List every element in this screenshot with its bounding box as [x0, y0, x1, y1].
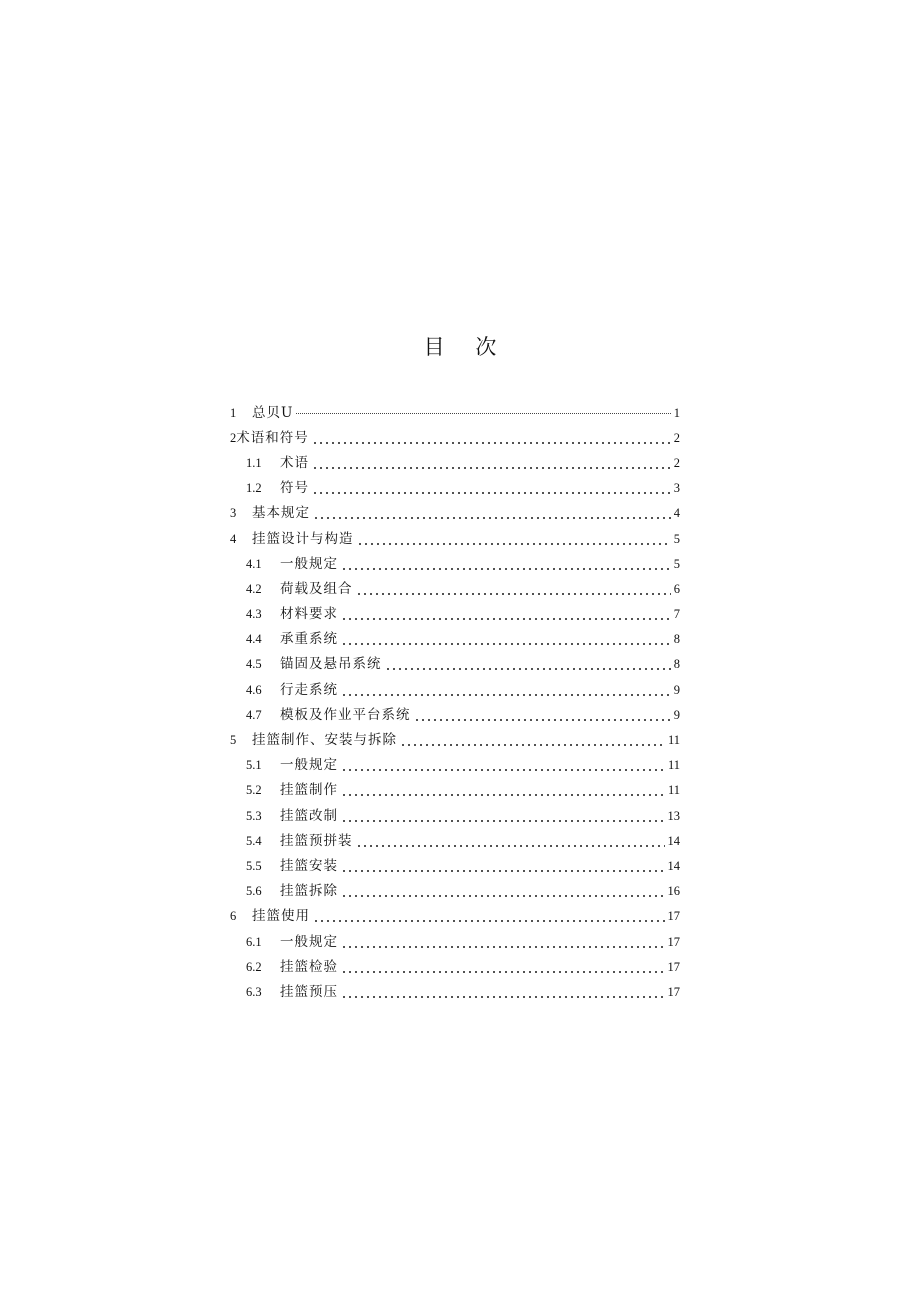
toc-entry[interactable] — [230, 727, 680, 752]
toc-entry-number: 1.2 — [246, 481, 262, 496]
toc-entry[interactable] — [230, 602, 680, 627]
toc-entry[interactable] — [230, 853, 680, 878]
toc-dot-leader — [400, 732, 665, 748]
toc-dot-leader — [296, 402, 670, 414]
toc-entry-page-number: 17 — [667, 909, 680, 924]
toc-entry-title: 承重系统 — [280, 631, 338, 648]
toc-entry-number: 5.1 — [246, 758, 262, 773]
toc-entry-number: 5.3 — [246, 808, 262, 823]
toc-entry-page-number: 13 — [667, 808, 680, 823]
toc-dot-leader — [356, 833, 665, 849]
toc-entry-number: 4.3 — [246, 607, 262, 622]
toc-dot-leader — [341, 556, 671, 572]
toc-entry-title: 基本规定 — [252, 505, 310, 522]
toc-entry[interactable] — [230, 929, 680, 954]
toc-dot-leader — [341, 757, 665, 773]
toc-entry-page-number: 6 — [673, 581, 680, 596]
toc-entry-number: 4.4 — [246, 632, 262, 647]
toc-entry-page-number: 17 — [667, 934, 680, 949]
toc-entry-number: 4.5 — [246, 657, 262, 672]
toc-entry-title: 行走系统 — [280, 681, 338, 698]
toc-entry-page-number: 11 — [667, 758, 680, 773]
toc-entry-number: 5.5 — [246, 858, 262, 873]
toc-entry-page-number: 5 — [673, 531, 680, 546]
toc-entry-page-number: 2 — [673, 455, 680, 470]
toc-entry[interactable] — [230, 753, 680, 778]
toc-entry[interactable] — [230, 476, 680, 501]
toc-entry-page-number: 11 — [667, 733, 680, 748]
toc-dot-leader — [312, 430, 671, 446]
toc-entry[interactable] — [230, 979, 680, 1004]
toc-entry-title: 模板及作业平台系统 — [280, 706, 411, 723]
toc-entry-title: 一般规定 — [280, 555, 338, 572]
toc-entry-number: 6.1 — [246, 934, 262, 949]
toc-entry-title: 术语和符号 — [236, 429, 309, 446]
toc-entry-title: 挂篮拆除 — [280, 883, 338, 900]
toc-dot-leader — [414, 707, 671, 723]
toc-dot-leader — [341, 606, 671, 622]
toc-entry-title: 荷载及组合 — [280, 580, 353, 597]
toc-dot-leader — [356, 581, 671, 597]
toc-entry-title: 挂篮预拼装 — [280, 832, 353, 849]
toc-entry-number: 4.1 — [246, 556, 262, 571]
toc-entry-title: 挂篮制作 — [280, 782, 338, 799]
toc-entry[interactable] — [230, 576, 680, 601]
toc-dot-leader — [312, 480, 671, 496]
toc-entry-title: 符号 — [280, 480, 309, 497]
toc-entry-page-number: 17 — [667, 984, 680, 999]
toc-entry-title: 一般规定 — [280, 757, 338, 774]
toc-dot-leader — [385, 656, 671, 672]
toc-entry-title: 挂篮改制 — [280, 807, 338, 824]
toc-entry-page-number: 7 — [673, 607, 680, 622]
toc-dot-leader — [313, 505, 671, 521]
toc-dot-leader — [313, 908, 665, 924]
toc-entry[interactable] — [230, 803, 680, 828]
toc-entry-number: 4.6 — [246, 682, 262, 697]
toc-entry-page-number: 1 — [673, 405, 680, 420]
toc-entry-page-number: 17 — [667, 959, 680, 974]
toc-entry-page-number: 2 — [673, 430, 680, 445]
toc-entry[interactable] — [230, 501, 680, 526]
toc-entry-number: 6 — [230, 909, 237, 924]
toc-entry[interactable] — [230, 677, 680, 702]
toc-entry-number: 3 — [230, 506, 237, 521]
toc-entry[interactable] — [230, 425, 680, 450]
toc-dot-leader — [341, 631, 671, 647]
toc-entry-number: 4.2 — [246, 581, 262, 596]
toc-entry[interactable] — [230, 551, 680, 576]
toc-entry-page-number: 8 — [673, 657, 680, 672]
toc-entry-page-number: 9 — [673, 682, 680, 697]
toc-entry-page-number: 4 — [673, 506, 680, 521]
toc-dot-leader — [312, 455, 671, 471]
toc-entry-page-number: 8 — [673, 632, 680, 647]
toc-entry[interactable] — [230, 879, 680, 904]
toc-entry[interactable] — [230, 652, 680, 677]
toc-entry[interactable] — [230, 400, 680, 425]
toc-entry[interactable] — [230, 778, 680, 803]
toc-entry-number: 2 — [230, 430, 237, 445]
toc-entry-number: 5 — [230, 733, 237, 748]
toc-entry-page-number: 16 — [667, 884, 680, 899]
toc-entry-number: 1 — [230, 405, 237, 420]
toc-entry-page-number: 14 — [667, 833, 680, 848]
toc-entry-number: 5.6 — [246, 884, 262, 899]
toc-entry-number: 6.2 — [246, 959, 262, 974]
toc-entry[interactable] — [230, 526, 680, 551]
toc-entry-number: 1.1 — [246, 455, 262, 470]
toc-entry-title: 总贝U — [252, 404, 294, 421]
toc-entry[interactable] — [230, 627, 680, 652]
toc-dot-leader — [341, 808, 665, 824]
toc-dot-leader — [357, 531, 671, 547]
toc-entry-page-number: 9 — [673, 707, 680, 722]
toc-entry-page-number: 3 — [673, 481, 680, 496]
toc-dot-leader — [341, 682, 671, 698]
toc-entry-title: 挂篮预压 — [280, 983, 338, 1000]
toc-dot-leader — [341, 782, 665, 798]
toc-entry-page-number: 14 — [667, 858, 680, 873]
toc-entry-title: 一般规定 — [280, 933, 338, 950]
toc-dot-leader — [341, 883, 665, 899]
toc-entry[interactable] — [230, 954, 680, 979]
toc-entry[interactable] — [230, 904, 680, 929]
page-title: 目 次 — [423, 335, 509, 359]
toc-entry-page-number: 11 — [667, 783, 680, 798]
toc-entry-number: 4 — [230, 531, 237, 546]
toc-dot-leader — [341, 934, 665, 950]
toc-entry-page-number: 5 — [673, 556, 680, 571]
toc-entry-title: 挂篮制作、安装与拆除 — [252, 732, 397, 749]
toc-entry[interactable] — [230, 828, 680, 853]
toc-entry-number: 4.7 — [246, 707, 262, 722]
toc-dot-leader — [341, 858, 665, 874]
toc-entry-number: 5.4 — [246, 833, 262, 848]
toc-entry-number: 6.3 — [246, 984, 262, 999]
toc-entry-title: 锚固及悬吊系统 — [280, 656, 382, 673]
toc-entry-title: 材料要求 — [280, 606, 338, 623]
toc-entry-title: 挂篮设计与构造 — [252, 530, 354, 547]
toc-entry-title: 挂篮安装 — [280, 857, 338, 874]
table-of-contents — [230, 400, 680, 1005]
toc-entry-title: 挂篮使用 — [252, 908, 310, 925]
toc-entry-title: 术语 — [280, 454, 309, 471]
toc-dot-leader — [341, 984, 665, 1000]
toc-entry-title: 挂篮检验 — [280, 958, 338, 975]
toc-entry[interactable] — [230, 450, 680, 475]
toc-entry[interactable] — [230, 702, 680, 727]
toc-dot-leader — [341, 959, 665, 975]
toc-entry-number: 5.2 — [246, 783, 262, 798]
